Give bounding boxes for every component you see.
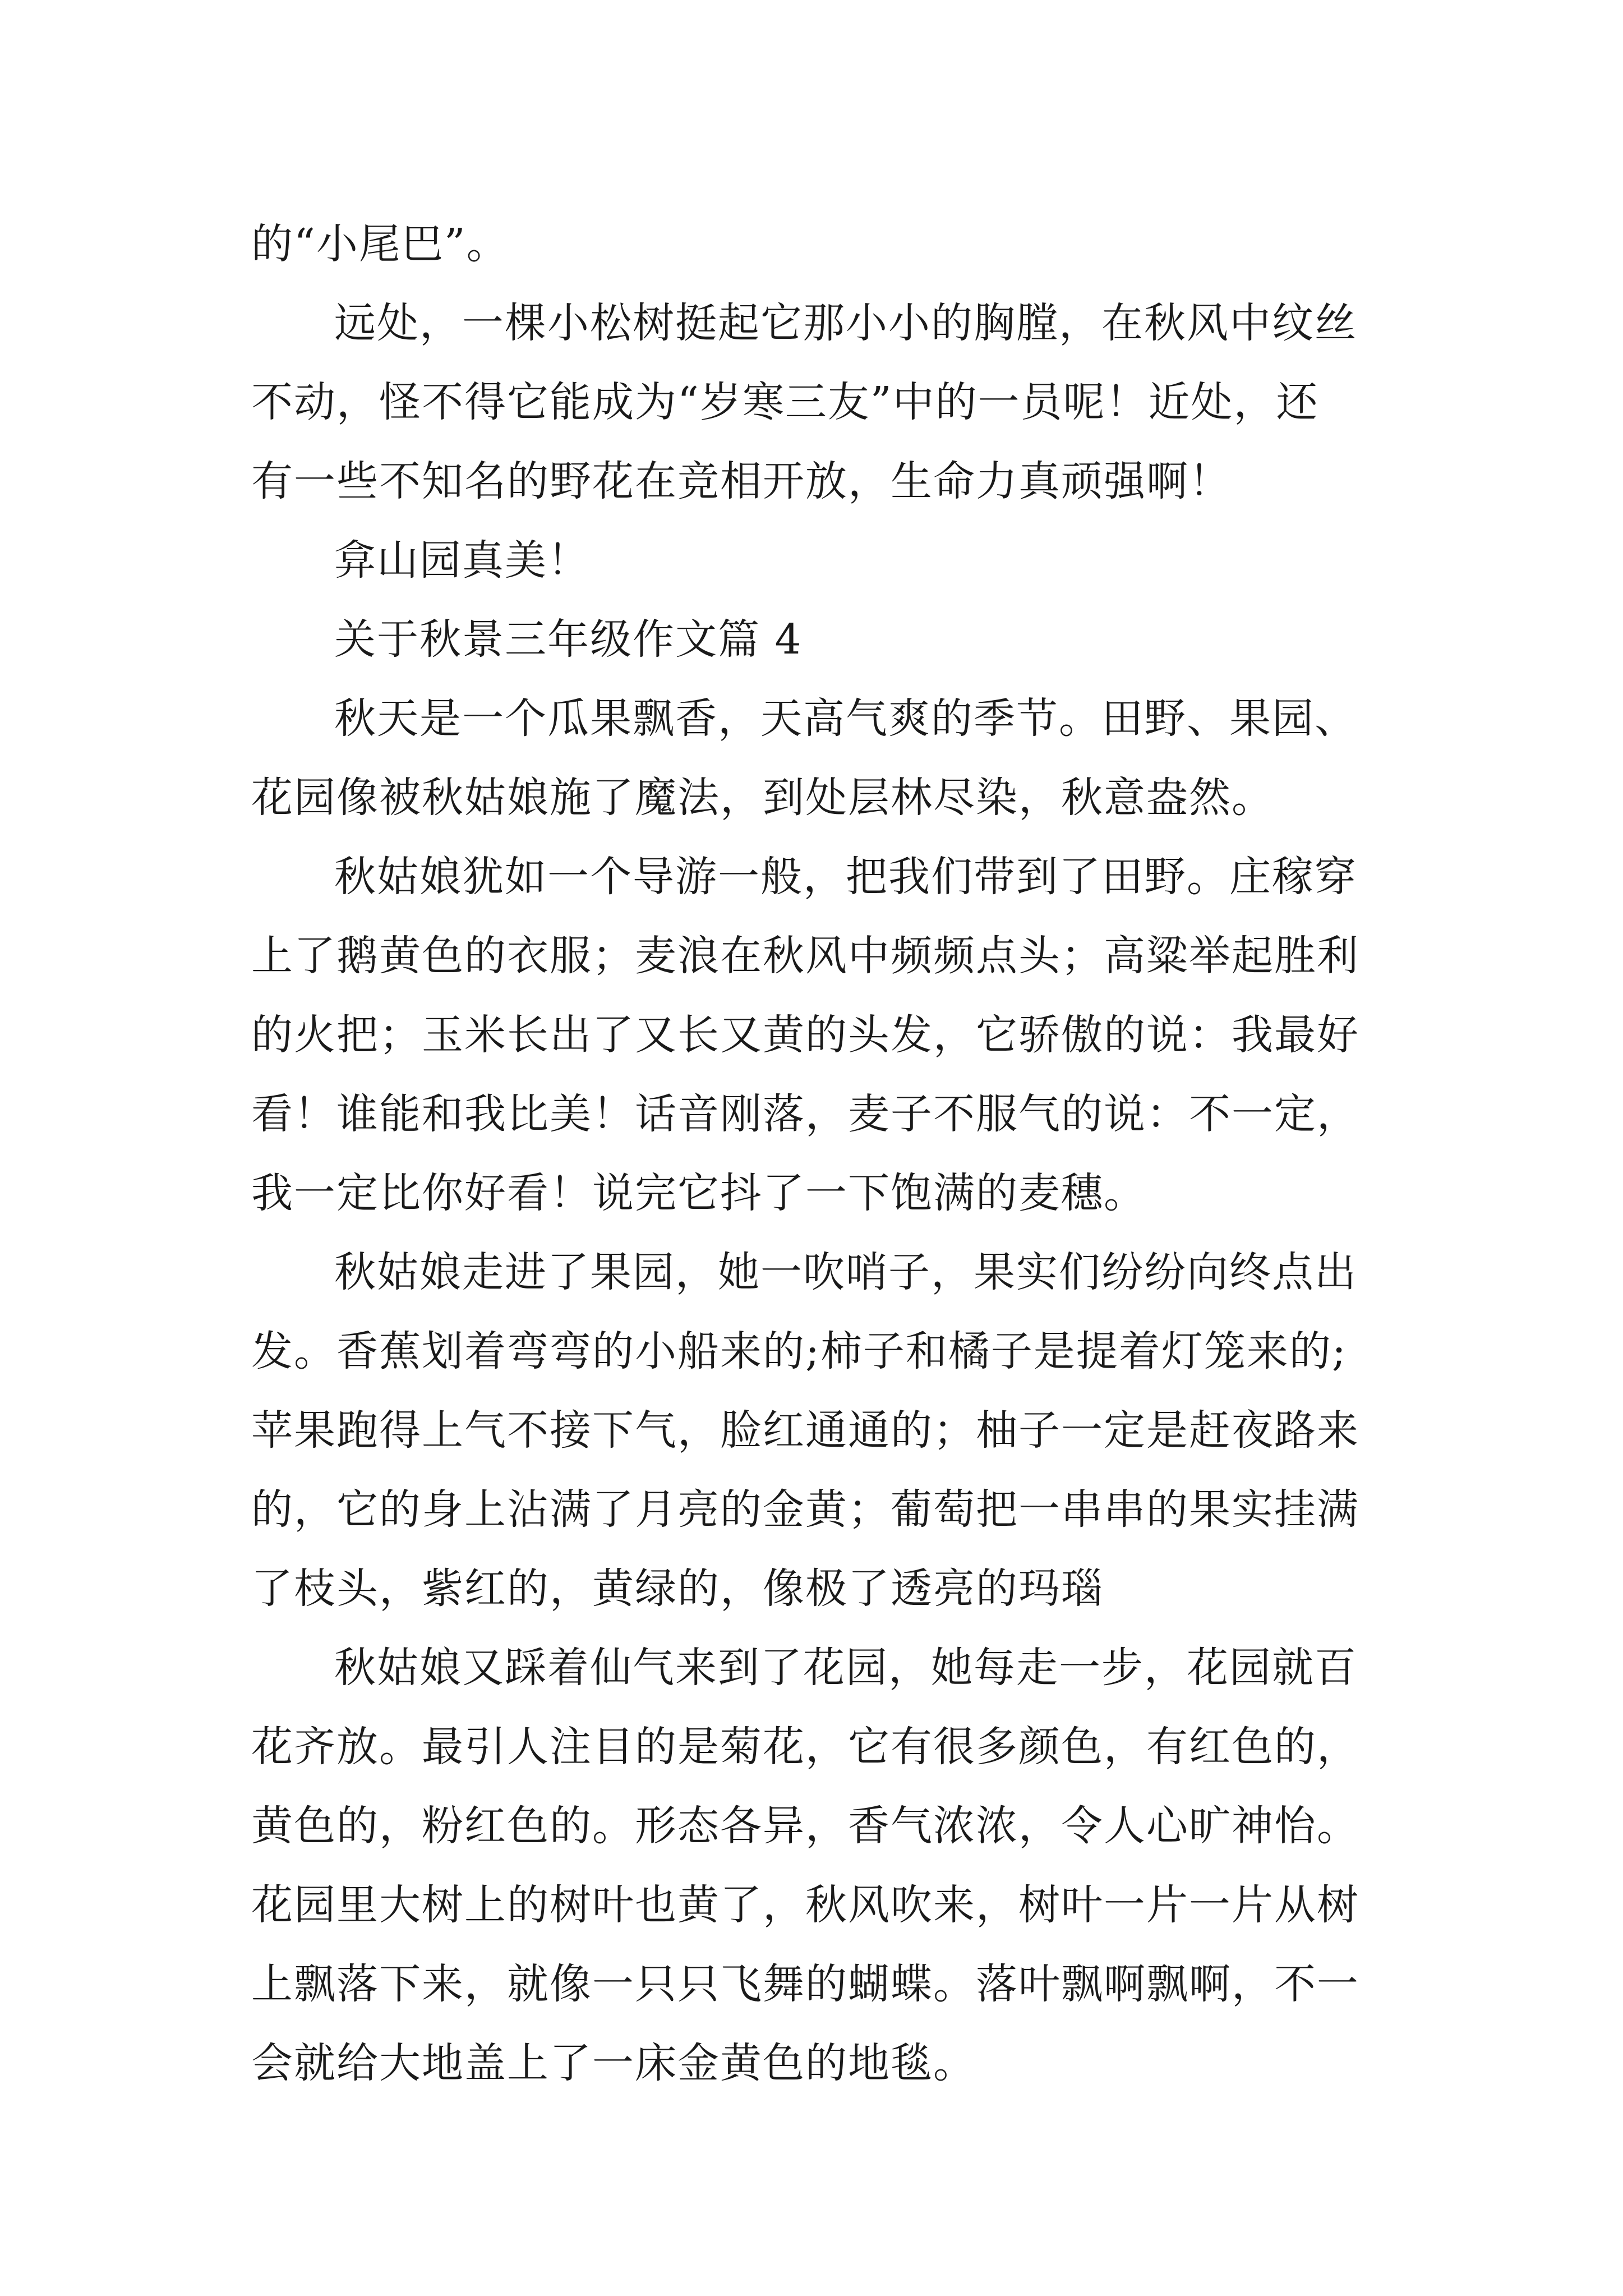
text-line: 关于秋景三年级作文篇 4 bbox=[334, 615, 803, 664]
text-line: 黄色的，粉红色的。形态各异，香气浓浓，令人心旷神怡。 bbox=[251, 1802, 1359, 1850]
text-line: 秋天是一个瓜果飘香，天高气爽的季节。田野、果园、 bbox=[334, 694, 1357, 743]
text-line: 了枝头，紫红的，黄绿的，像极了透亮的玛瑙 bbox=[251, 1565, 1104, 1613]
text-line: 有一些不知名的野花在竞相开放，生命力真顽强啊！ bbox=[251, 457, 1232, 505]
text-line: 看！谁能和我比美！话音刚落，麦子不服气的说：不一定， bbox=[251, 1090, 1359, 1138]
text-line: 的，它的身上沾满了月亮的金黄；葡萄把一串串的果实挂满 bbox=[251, 1485, 1359, 1534]
text-line: 的“小尾巴”。 bbox=[251, 220, 509, 268]
text-line: 秋姑娘犹如一个导游一般，把我们带到了田野。庄稼穿 bbox=[334, 853, 1357, 901]
text-line: 花园像被秋姑娘施了魔法，到处层林尽染，秋意盎然。 bbox=[251, 774, 1274, 822]
text-line: 弇山园真美！ bbox=[334, 536, 590, 585]
text-line: 花园里大树上的树叶也黄了，秋风吹来，树叶一片一片从树 bbox=[251, 1881, 1359, 1929]
text-line: 远处，一棵小松树挺起它那小小的胸膛，在秋风中纹丝 bbox=[334, 299, 1357, 347]
document-body bbox=[251, 205, 1401, 2103]
text-line: 的火把；玉米长出了又长又黄的头发，它骄傲的说：我最好 bbox=[251, 1011, 1359, 1059]
text-line: 不动，怪不得它能成为“岁寒三友”中的一员呢！近处，还 bbox=[251, 378, 1319, 426]
text-line: 上了鹅黄色的衣服；麦浪在秋风中频频点头；高粱举起胜利 bbox=[251, 932, 1359, 980]
text-line: 上飘落下来，就像一只只飞舞的蝴蝶。落叶飘啊飘啊，不一 bbox=[251, 1960, 1359, 2008]
text-line: 发。香蕉划着弯弯的小船来的;柿子和橘子是提着灯笼来的; bbox=[251, 1327, 1347, 1375]
text-line: 我一定比你好看！说完它抖了一下饱满的麦穗。 bbox=[251, 1169, 1146, 1217]
text-line: 秋姑娘又踩着仙气来到了花园，她每走一步，花园就百 bbox=[334, 1644, 1357, 1692]
text-line: 秋姑娘走进了果园，她一吹哨子，果实们纷纷向终点出 bbox=[334, 1248, 1357, 1296]
text-line: 会就给大地盖上了一床金黄色的地毯。 bbox=[251, 2039, 976, 2087]
text-line: 苹果跑得上气不接下气，脸红通通的；柚子一定是赶夜路来 bbox=[251, 1406, 1359, 1455]
text-line: 花齐放。最引人注目的是菊花，它有很多颜色，有红色的， bbox=[251, 1723, 1359, 1771]
